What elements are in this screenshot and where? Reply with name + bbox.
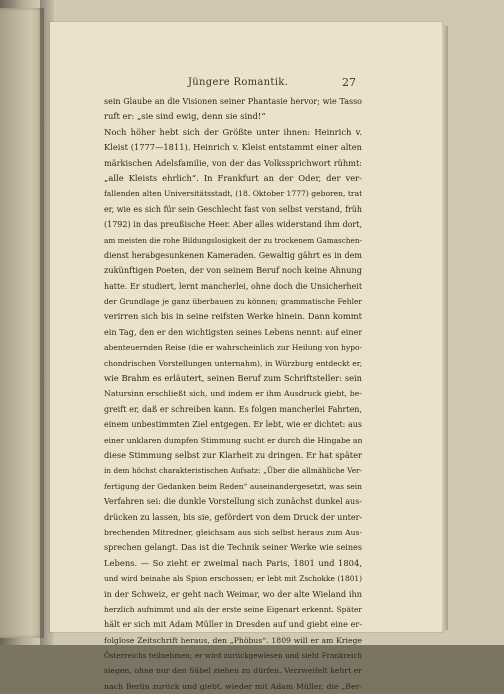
- text-line: (1792) in das preußische Heer. Aber alles widerstand ihm dort,: [104, 220, 362, 230]
- text-line: in der Schweiz, er geht nach Weimar, wo der alte Wieland ihn: [104, 588, 362, 599]
- running-head: Jüngere Romantik.: [188, 77, 289, 88]
- text-line: hatte. Er studiert, lernt mancherlei, ohne doch die Unsicherheit: [104, 281, 362, 291]
- text-line: „alle Kleists ehrlich“. In Frankfurt an der Oder, der ver-: [104, 172, 362, 183]
- text-line: herzlich aufnimmt und als der erste seine Eigenart erkennt. Später: [104, 604, 362, 614]
- body-text: [104, 94, 362, 694]
- text-line: greift er, daß er schreiben kann. Es folgen mancherlei Fahrten,: [104, 404, 362, 414]
- text-line: siegen, ohne nur den Säbel ziehen zu dürfen. Verzweifelt kehrt er: [104, 666, 362, 676]
- text-line: Noch höher hebt sich der Größte unter ihnen: Heinrich v.: [104, 126, 362, 137]
- text-line: und wird beinahe als Spion erschossen; er lebt mit Zschokke (1801): [104, 574, 362, 584]
- text-line: verirren sich bis in seine reifsten Werke hinein. Dann kommt: [104, 311, 362, 322]
- text-line: drücken zu lassen, bis sie, gefördert von dem Druck der unter-: [104, 511, 362, 522]
- text-line: sein Glaube an die Visionen seiner Phantasie hervor; wie Tasso: [104, 97, 362, 106]
- text-line: er, wie es sich für sein Geschlecht fast von selbst verstand, früh: [104, 204, 362, 214]
- text-line: in dem höchst charakteristischen Aufsatz: „Über die allmähliche Ver-: [104, 466, 362, 476]
- text-line: chondrischen Vorstellungen unternahm), in Würzburg entdeckt er,: [104, 358, 362, 368]
- text-line: märkischen Adelsfamilie, von der das Volkssprichwort rühmt:: [104, 157, 362, 168]
- text-line: fallenden alten Universitätsstadt, (18. Oktober 1777) geboren, trat: [104, 189, 362, 199]
- page-number: 27: [342, 76, 356, 89]
- text-line: ein Tag, den er den wichtigsten seines Lebens nennt: auf einer: [104, 326, 362, 337]
- text-line: ruft er: „sie sind ewig, denn sie sind!“: [104, 111, 266, 122]
- text-line: fertigung der Gedanken beim Reden“ auseinandergesetzt, was sein: [104, 481, 362, 491]
- text-line: hält er sich mit Adam Müller in Dresden auf und giebt eine er-: [104, 619, 362, 630]
- text-line: sprechen gelangt. Das ist die Technik seiner Werke wie seines: [104, 542, 362, 553]
- text-line: Österreichs teilnehmen; er wird zurückgewiesen und sieht Frankreich: [104, 651, 362, 661]
- text-line: Kleist (1777—1811). Heinrich v. Kleist entstammt einer alten: [104, 142, 362, 153]
- text-line: brechenden Mitredner, gleichsam aus sich selbst heraus zum Aus-: [104, 527, 362, 537]
- text-line: am meisten die rohe Bildungslosigkeit der zu trockenem Gamaschen-: [104, 235, 362, 245]
- text-line: dienst herabgesunkenen Kameraden. Gewaltig gährt es in dem: [104, 250, 362, 260]
- page-header: [104, 77, 356, 91]
- text-line: abenteuernden Reise (die er wahrscheinlich zur Heilung von hypo-: [104, 343, 362, 353]
- text-line: Natursinn erschließt sich, und indem er ihm Ausdruck giebt, be-: [104, 389, 362, 399]
- text-line: einer unklaren dumpfen Stimmung sucht er durch die Hingabe an: [104, 435, 362, 445]
- text-line: nach Berlin zurück und giebt, wieder mit Adam Müller, die „Ber-: [104, 681, 362, 691]
- text-line: wie Brahm es erläutert, seinen Beruf zum Schriftsteller: sein: [104, 373, 362, 384]
- text-line: der Grundlage je ganz überbauen zu können; grammatische Fehler: [104, 297, 362, 307]
- text-line: folglose Zeitschrift heraus, den „Phöbus“. 1809 will er am Kriege: [104, 635, 362, 645]
- page-stack-edge: [442, 26, 448, 630]
- text-line: diese Stimmung selbst zur Klarheit zu dringen. Er hat später: [104, 449, 362, 460]
- text-line: Lebens. — So zieht er zweimal nach Paris, 1801 und 1804,: [104, 557, 362, 568]
- left-page-edge: [0, 8, 44, 638]
- text-line: zukünftigen Poeten, der von seinem Beruf noch keine Ahnung: [104, 265, 362, 276]
- text-line: einem unbestimmten Ziel entgegen. Er lebt, wie er dichtet: aus: [104, 420, 362, 430]
- text-line: Verfahren sei: die dunkle Vorstellung sich zunächst dunkel aus-: [104, 497, 362, 507]
